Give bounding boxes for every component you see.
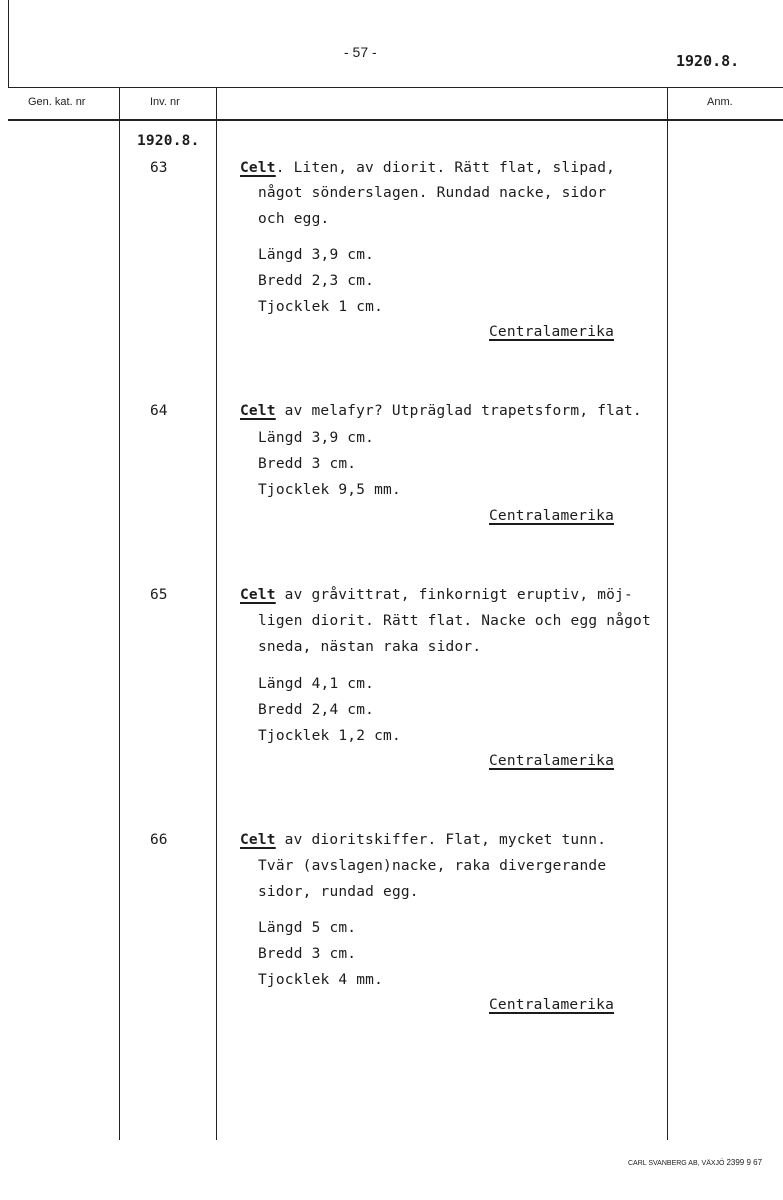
printer-name: CARL SVANBERG AB, VÄXJÖ [628,1160,725,1167]
entry-first-line [240,832,606,848]
gen-inv-divider [119,88,120,1140]
inventory-number: 66 [150,832,168,848]
inventory-number: 65 [150,587,168,603]
left-margin-rule [8,0,9,88]
entry-term: Celt [240,587,276,603]
entry-term: Celt [240,160,276,176]
entry-text: av dioritskiffer. Flat, mycket tunn. [275,832,607,848]
measure-thickness: Tjocklek 1,2 cm. [258,728,401,744]
measure-length: Längd 4,1 cm. [258,676,375,692]
region-label: Centralamerika [489,997,615,1013]
measure-length: Längd 5 cm. [258,920,357,936]
measure-width: Bredd 3 cm. [258,456,357,472]
inv-text-divider [216,88,217,1140]
entry-text: något sönderslagen. Rundad nacke, sidor [258,185,607,201]
inventory-number: 64 [150,403,168,419]
measure-thickness: Tjocklek 1 cm. [258,299,384,315]
measure-thickness: Tjocklek 9,5 mm. [258,482,401,498]
entry-text: sidor, rundad egg. [258,884,419,900]
measure-width: Bredd 2,3 cm. [258,273,375,289]
entry-first-line [240,160,615,176]
measure-width: Bredd 2,4 cm. [258,702,375,718]
entry-first-line [240,587,633,603]
entry-text: . Liten, av diorit. Rätt flat, slipad, [275,160,616,176]
entry-text: Tvär (avslagen)nacke, raka divergerande [258,858,607,874]
entry-text: av melafyr? Utpräglad trapetsform, flat. [275,403,642,419]
text-anm-divider [667,88,668,1140]
region-label: Centralamerika [489,753,615,769]
column-header-anm: Anm. [707,96,733,108]
entry-text: ligen diorit. Rätt flat. Nacke och egg något [258,613,651,629]
entry-first-line [240,403,642,419]
measure-thickness: Tjocklek 4 mm. [258,972,384,988]
measure-length: Längd 3,9 cm. [258,247,375,263]
column-header-inv: Inv. nr [150,96,180,108]
entry-text: sneda, nästan raka sidor. [258,639,482,655]
region-label: Centralamerika [489,508,615,524]
entry-term: Celt [240,832,276,848]
page-number: - 57 - [344,44,377,60]
column-header-gen-kat: Gen. kat. nr [28,96,86,108]
entry-text: och egg. [258,211,330,227]
entry-text: av gråvittrat, finkornigt eruptiv, möj- [275,587,633,603]
form-code: 2399 9 67 [726,1158,763,1167]
entry-term: Celt [240,403,276,419]
year-reference: 1920.8. [676,52,740,70]
printer-mark [628,1158,762,1167]
measure-width: Bredd 3 cm. [258,946,357,962]
measure-length: Längd 3,9 cm. [258,430,375,446]
region-label: Centralamerika [489,324,615,340]
section-year: 1920.8. [137,133,200,149]
inventory-number: 63 [150,160,168,176]
